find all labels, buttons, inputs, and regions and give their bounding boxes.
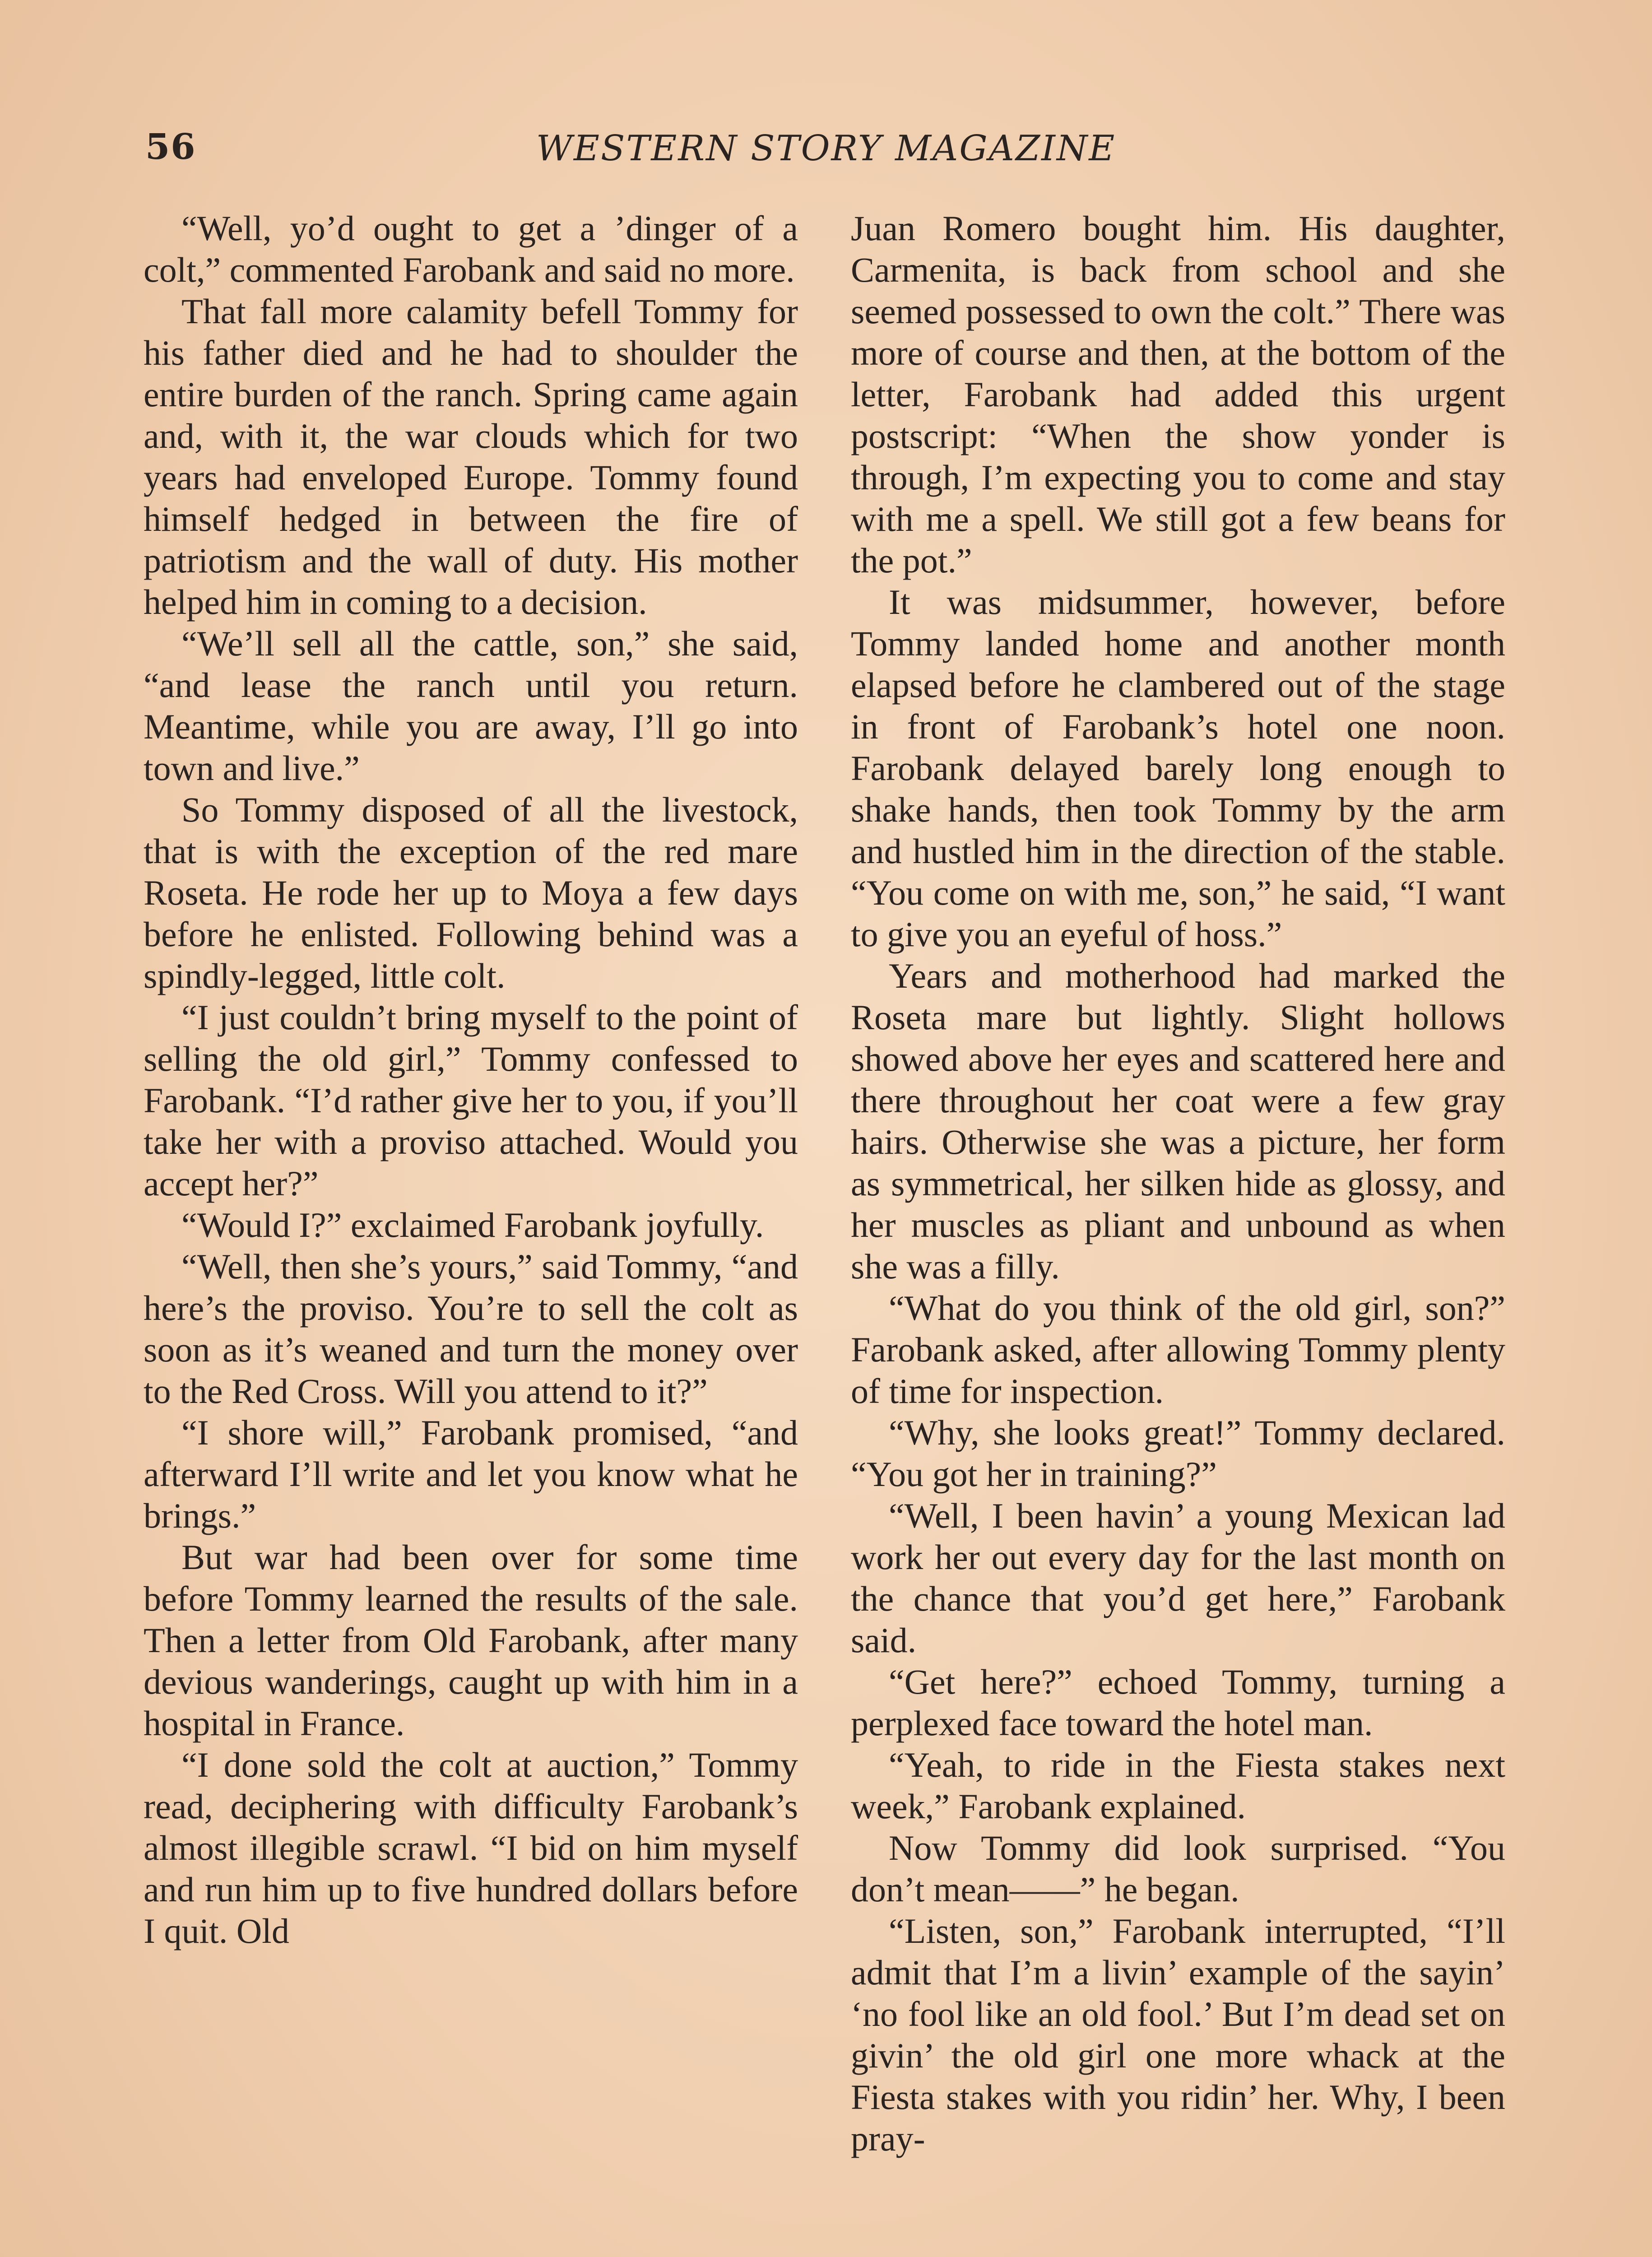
- paragraph: “Listen, son,” Farobank interrupted, “I’ll admit that I’m a livin’ example of the sayin’ ‘no fool like an old fool.’ But I’m dead set on givin’ the old girl one more whack at the Fiesta stakes with you ridin’ her. Why, I been pray-: [851, 1911, 1505, 2158]
- paragraph: “Why, she looks great!” Tommy declared. “You got her in training?”: [851, 1413, 1505, 1494]
- paragraph: “Well, yo’d ought to get a ’dinger of a colt,” commented Farobank and said no more.: [144, 209, 798, 289]
- paragraph: Now Tommy did look surprised. “You don’t mean——” he began.: [851, 1828, 1505, 1909]
- paragraph: “Well, then she’s yours,” said Tommy, “and here’s the proviso. You’re to sell the colt as soon as it’s weaned and turn the money over to the Red Cross. Will you attend to it?”: [144, 1247, 798, 1411]
- paragraph: Years and motherhood had marked the Roseta mare but lightly. Slight hollows showed above her eyes and scattered here and there throughout her coat were a few gray hairs. Otherwise she was a picture, her form as symmetrical, her silken hide as glossy, and her muscles as pliant and unbound as when she was a filly.: [851, 956, 1505, 1286]
- paragraph: “Would I?” exclaimed Farobank joyfully.: [181, 1205, 764, 1245]
- paragraph: “Get here?” echoed Tommy, turning a perplexed face toward the hotel man.: [851, 1662, 1505, 1743]
- paragraph: “I just couldn’t bring myself to the point of selling the old girl,” Tommy confessed to Farobank. “I’d rather give her to you, if you’ll take her with a proviso attached. Would you accept her?”: [144, 998, 798, 1203]
- paragraph: So Tommy disposed of all the livestock, that is with the exception of the red mare Roseta. He rode her up to Moya a few days before he enlisted. Following behind was a spindly-legged, little colt.: [144, 790, 798, 995]
- running-title: WESTERN STORY MAGAZINE: [536, 128, 1116, 169]
- paragraph: But war had been over for some time before Tommy learned the results of the sale. Then a letter from Old Farobank, after many devious wanderings, caught up with him in a hospital in France.: [144, 1537, 798, 1743]
- paragraph: “Well, I been havin’ a young Mexican lad work her out every day for the last month on the chance that you’d get here,” Farobank said.: [851, 1496, 1505, 1660]
- paragraph: “I shore will,” Farobank promised, “and afterward I’ll write and let you know what he brings.”: [144, 1413, 798, 1535]
- paragraph: “Yeah, to ride in the Fiesta stakes next week,” Farobank explained.: [851, 1745, 1505, 1826]
- paragraph: “I done sold the colt at auction,” Tommy read, deciphering with difficulty Farobank’s almost illegible scrawl. “I bid on him myself and run him up to five hundred dollars before I quit. Old: [144, 1745, 798, 1950]
- paragraph: “We’ll sell all the cattle, son,” she said, “and lease the ranch until you return. Meantime, while you are away, I’ll go into town and live.”: [144, 624, 798, 788]
- paragraph: Juan Romero bought him. His daughter, Carmenita, is back from school and she seemed possessed to own the colt.” There was more of course and then, at the bottom of the letter, Farobank had added this urgent postscript: “When the show yonder is through, I’m expecting you to come and stay with me a spell. We still got a few beans for the pot.”: [851, 209, 1505, 580]
- paragraph: It was midsummer, however, before Tommy landed home and another month elapsed before he clambered out of the stage in front of Farobank’s hotel one noon. Farobank delayed barely long enough to shake hands, then took Tommy by the arm and hustled him in the direction of the stable. “You come on with me, son,” he said, “I want to give you an eyeful of hoss.”: [851, 582, 1505, 954]
- right-column: [851, 208, 1505, 2159]
- left-column: [144, 208, 798, 1952]
- page-number: 56: [145, 126, 196, 167]
- paragraph: That fall more calamity befell Tommy for his father died and he had to shoulder the entire burden of the ranch. Spring came again and, with it, the war clouds which for two years had enveloped Europe. Tommy found himself hedged in between the fire of patriotism and the wall of duty. His mother helped him in coming to a decision.: [144, 292, 798, 622]
- paragraph: “What do you think of the old girl, son?” Farobank asked, after allowing Tommy plenty of time for inspection.: [851, 1288, 1505, 1411]
